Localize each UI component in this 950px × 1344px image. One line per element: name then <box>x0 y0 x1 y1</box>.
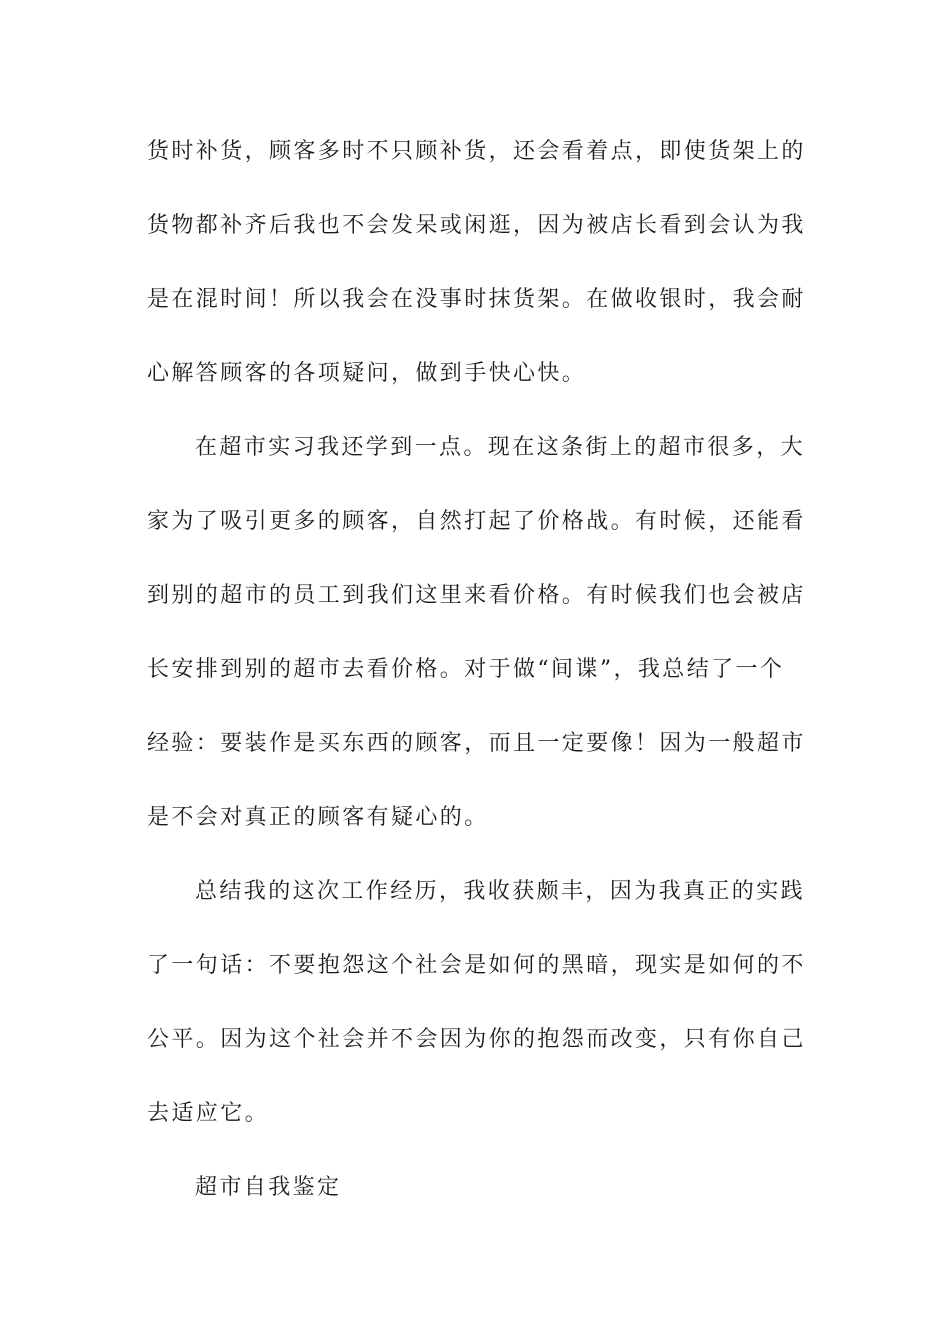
paragraph-start-line: 总结我的这次工作经历，我收获颇丰，因为我真正的实践 <box>195 879 806 904</box>
text-line: 经验：要装作是买东西的顾客，而且一定要像！因为一般超市 <box>147 731 806 756</box>
section-heading: 超市自我鉴定 <box>195 1175 342 1200</box>
paragraph-start-line: 在超市实习我还学到一点。现在这条街上的超市很多，大 <box>195 435 806 460</box>
text-line: 货时补货，顾客多时不只顾补货，还会看着点，即使货架上的 <box>147 139 806 164</box>
text-line: 是不会对真正的顾客有疑心的。 <box>147 805 489 830</box>
text-line: 到别的超市的员工到我们这里来看价格。有时候我们也会被店 <box>147 583 806 608</box>
text-line: 是在混时间！所以我会在没事时抹货架。在做收银时，我会耐 <box>147 287 806 312</box>
text-line: 长安排到别的超市去看价格。对于做“间谍”，我总结了一个 <box>147 657 785 682</box>
text-line: 心解答顾客的各项疑问，做到手快心快。 <box>147 361 587 386</box>
text-line: 去适应它。 <box>147 1101 270 1126</box>
text-line: 货物都补齐后我也不会发呆或闲逛，因为被店长看到会认为我 <box>147 213 806 238</box>
text-line: 家为了吸引更多的顾客，自然打起了价格战。有时候，还能看 <box>147 509 806 534</box>
document-body <box>147 128 807 1238</box>
text-line: 了一句话：不要抱怨这个社会是如何的黑暗，现实是如何的不 <box>147 953 806 978</box>
text-line: 公平。因为这个社会并不会因为你的抱怨而改变，只有你自己 <box>147 1027 806 1052</box>
